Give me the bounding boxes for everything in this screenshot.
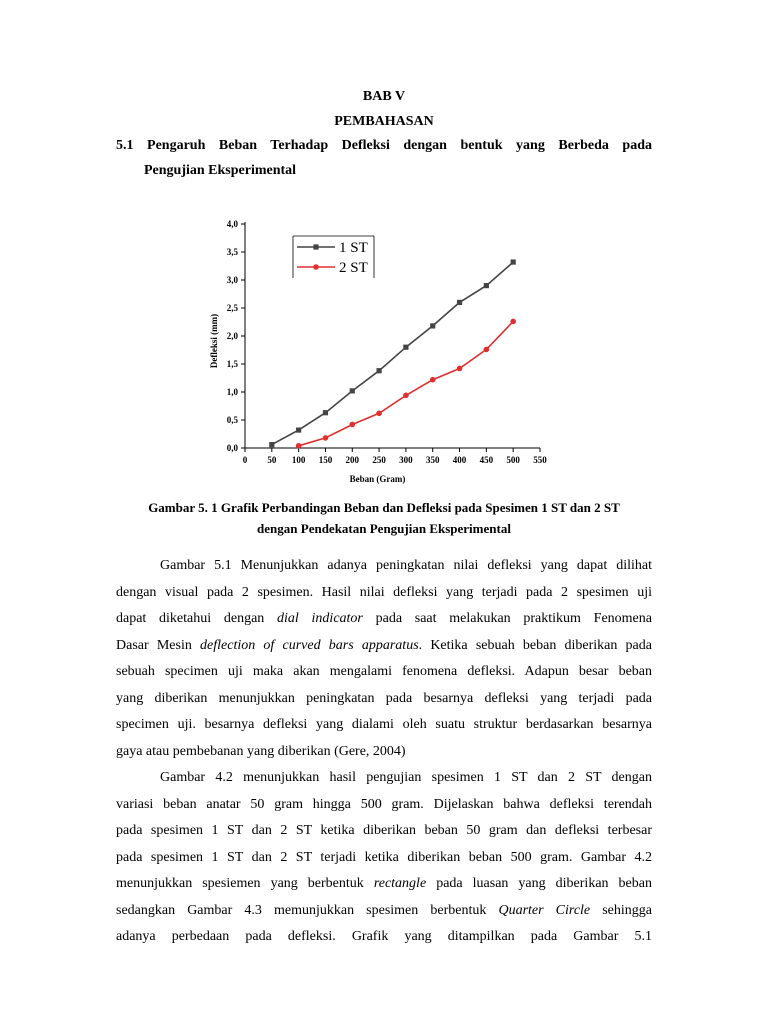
x-tick-label: 450 bbox=[479, 455, 494, 465]
data-point-square bbox=[457, 300, 462, 305]
section-number: 5.1 bbox=[116, 138, 134, 153]
text-span-italic: Quarter Circle bbox=[498, 902, 591, 918]
text-line: pada spesimen 1 ST dan 2 ST ketika diberikan beban 50 gram dan defleksi terbesar bbox=[116, 823, 652, 838]
text-line bbox=[116, 636, 652, 656]
data-point-square bbox=[511, 259, 516, 264]
figure-caption-line2: dengan Pendekatan Pengujian Eksperimental bbox=[257, 521, 511, 536]
text-line: specimen uji. besarnya defleksi yang dialami oleh suatu struktur berdasarkan besarnya bbox=[116, 717, 652, 732]
x-tick-label: 350 bbox=[425, 455, 440, 465]
x-tick-label: 500 bbox=[506, 455, 520, 465]
y-tick-label: 2,0 bbox=[226, 331, 238, 341]
x-tick-label: 200 bbox=[345, 455, 360, 465]
y-tick-label: 2,5 bbox=[226, 303, 238, 313]
data-point-circle bbox=[376, 410, 382, 416]
x-tick-label: 300 bbox=[399, 455, 413, 465]
text-line: sebuah specimen uji maka akan mengalami fenomena defleksi. Adapun besar beban bbox=[116, 664, 652, 679]
deflection-chart bbox=[200, 196, 568, 488]
data-point-square bbox=[430, 323, 435, 328]
data-point-square bbox=[323, 410, 328, 415]
chapter-subtitle: PEMBAHASAN bbox=[334, 114, 434, 129]
data-point-circle bbox=[296, 443, 302, 449]
text-span: . Ketika sebuah beban diberikan pada bbox=[418, 637, 652, 653]
text-line bbox=[116, 609, 652, 629]
section-title-line2: Pengujian Eksperimental bbox=[144, 163, 297, 178]
legend-label-1: 1 ST bbox=[339, 240, 368, 256]
text-span: menunjukkan spesiemen yang berbentuk bbox=[116, 876, 374, 891]
data-point-circle bbox=[349, 422, 355, 428]
text-line: dengan visual pada 2 spesimen. Hasil nilai defleksi yang terjadi pada 2 spesimen uji bbox=[116, 584, 652, 600]
x-tick-label: 250 bbox=[372, 455, 386, 465]
data-point-circle bbox=[403, 393, 409, 399]
text-span-italic: deflection of curved bars apparatus bbox=[200, 637, 419, 653]
text-line: adanya perbedaan pada defleksi. Grafik yang ditampilkan pada Gambar 5.1 bbox=[116, 929, 652, 944]
text-span: pada saat melakukan praktikum Fenomena bbox=[362, 611, 652, 626]
data-point-square bbox=[296, 427, 301, 432]
data-point-circle bbox=[323, 435, 329, 441]
data-point-circle bbox=[430, 377, 436, 383]
y-tick-label: 3,5 bbox=[226, 247, 238, 257]
y-tick-label: 0,5 bbox=[226, 415, 238, 425]
y-tick-label: 1,0 bbox=[226, 387, 238, 397]
section-heading bbox=[116, 138, 652, 154]
figure-chart bbox=[200, 196, 568, 488]
legend-label-2: 2 ST bbox=[339, 260, 368, 276]
x-tick-label: 0 bbox=[242, 455, 248, 465]
section-title-line1: Pengaruh Beban Terhadap Defleksi dengan bentuk yang Berbeda pada bbox=[147, 138, 653, 153]
y-axis-label: Defleksi (mm) bbox=[209, 313, 219, 369]
y-tick-label: 4,0 bbox=[226, 219, 238, 229]
x-tick-label: 550 bbox=[533, 455, 547, 465]
legend-marker-square bbox=[313, 244, 318, 249]
text-span: dapat diketahui dengan bbox=[116, 611, 278, 626]
data-point-circle bbox=[457, 366, 463, 372]
data-point-square bbox=[403, 345, 408, 350]
series-line-2 bbox=[299, 321, 514, 445]
figure-caption-line1: Gambar 5. 1 Grafik Perbandingan Beban dan Defleksi pada Spesimen 1 ST dan 2 ST bbox=[148, 500, 620, 515]
y-tick-label: 3,0 bbox=[226, 275, 238, 285]
data-point-square bbox=[376, 368, 381, 373]
text-line bbox=[116, 901, 652, 921]
legend-marker-circle bbox=[313, 264, 319, 270]
x-tick-label: 100 bbox=[291, 455, 306, 465]
x-tick-label: 150 bbox=[318, 455, 333, 465]
x-axis-label: Beban (Gram) bbox=[349, 474, 406, 484]
text-line: pada spesimen 1 ST dan 2 ST terjadi ketika diberikan beban 500 gram. Gambar 4.2 bbox=[116, 849, 652, 865]
text-span: Dasar Mesin bbox=[116, 637, 201, 653]
data-point-circle bbox=[510, 319, 516, 325]
text-line: variasi beban anatar 50 gram hingga 500 gram. Dijelaskan bahwa defleksi terendah bbox=[116, 796, 652, 812]
data-point-square bbox=[350, 388, 355, 393]
data-point-square bbox=[269, 442, 274, 447]
series-line-1 bbox=[272, 262, 513, 445]
text-line bbox=[116, 874, 652, 894]
text-span-italic: rectangle bbox=[373, 876, 427, 891]
text-span: sehingga bbox=[590, 902, 653, 918]
y-tick-label: 0,0 bbox=[226, 443, 238, 453]
chapter-title: BAB V bbox=[362, 89, 406, 104]
text-span: sedangkan Gambar 4.3 memunjukkan spesimen berbentuk bbox=[116, 902, 499, 918]
text-span-italic: dial indicator bbox=[277, 611, 363, 626]
text-line: Gambar 5.1 Menunjukkan adanya peningkatan nilai defleksi yang dapat dilihat bbox=[160, 558, 652, 573]
data-point-circle bbox=[484, 347, 490, 353]
text-line: gaya atau pembebanan yang diberikan (Gere, 2004) bbox=[116, 743, 406, 759]
x-tick-label: 400 bbox=[452, 455, 467, 465]
text-span: pada luasan yang diberikan beban bbox=[426, 876, 652, 891]
text-line: Gambar 4.2 menunjukkan hasil pengujian spesimen 1 ST dan 2 ST dengan bbox=[160, 770, 652, 785]
text-line: yang diberikan menunjukkan peningkatan pada besarnya defleksi yang terjadi pada bbox=[116, 690, 652, 706]
y-tick-label: 1,5 bbox=[226, 359, 238, 369]
x-tick-label: 50 bbox=[267, 455, 277, 465]
data-point-square bbox=[484, 283, 489, 288]
